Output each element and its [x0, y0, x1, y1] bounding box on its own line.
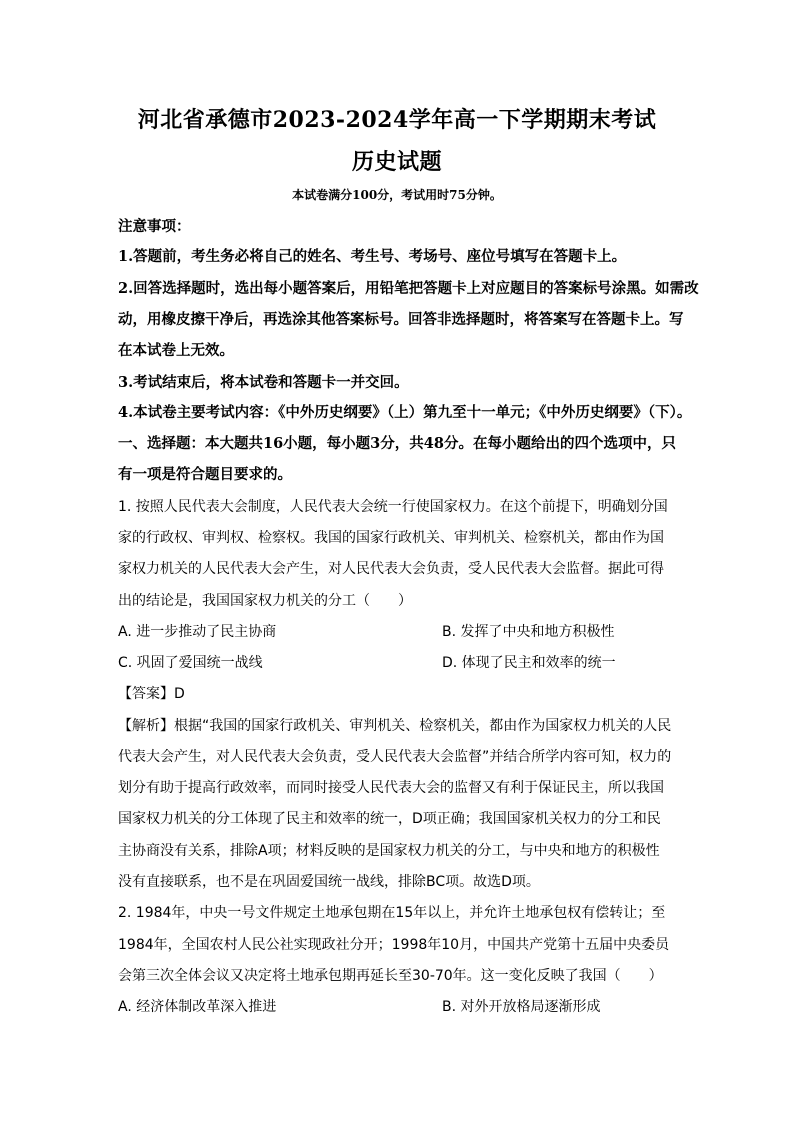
q1-option-c: C. 巩固了爱国统一战线	[118, 655, 263, 671]
exam-info: 本试卷满分100分，考试用时75分钟。	[292, 188, 502, 202]
q1-stem-line-1: 1. 按照人民代表大会制度，人民代表大会统一行使国家权力。在这个前提下，明确划分国	[118, 499, 668, 515]
q1-option-b: B. 发挥了中央和地方积极性	[442, 624, 615, 640]
q2-option-b: B. 对外开放格局逐渐形成	[442, 999, 601, 1015]
q1-option-d: D. 体现了民主和效率的统一	[442, 655, 616, 671]
q1-stem-line-4: 出的结论是，我国国家权力机关的分工（ ）	[118, 593, 412, 609]
note-item-4: 4.本试卷主要考试内容：《中外历史纲要》（上）第九至十一单元；《中外历史纲要》（下）。	[118, 404, 692, 421]
note-item-2-line-1: 2.回答选择题时，选出每小题答案后，用铅笔把答题卡上对应题目的答案标号涂黑。如需改	[118, 280, 699, 297]
note-item-3: 3.考试结束后，将本试卷和答题卡一并交回。	[118, 374, 409, 391]
note-item-2-line-2: 动，用橡皮擦干净后，再选涂其他答案标号。回答非选择题时，将答案写在答题卡上。写	[118, 311, 684, 328]
q2-stem-line-3: 会第三次全体会议又决定将土地承包期再延长至30-70年。这一变化反映了我国（ ）	[118, 968, 663, 984]
q1-answer: 【答案】D	[118, 686, 185, 702]
notes-heading: 注意事项：	[118, 218, 191, 235]
note-item-2-line-3: 在本试卷上无效。	[118, 342, 234, 359]
q1-analysis-line-4: 国家权力机关的分工体现了民主和效率的统一，D项正确；我国国家机关权力的分工和民	[118, 811, 661, 827]
section-heading-line-1: 一、选择题：本大题共16小题，每小题3分，共48分。在每小题给出的四个选项中，只	[118, 435, 676, 452]
q1-analysis-line-6: 没有直接联系，也不是在巩固爱国统一战线，排除BC项。故选D项。	[118, 874, 540, 890]
document-subject: 历史试题	[351, 149, 442, 175]
q2-stem-line-1: 2. 1984年，中央一号文件规定土地承包期在15年以上，并允许土地承包权有偿转让；至	[118, 905, 666, 921]
q1-analysis-line-2: 代表大会产生，对人民代表大会负责，受人民代表大会监督”并结合所学内容可知，权力的	[118, 749, 672, 765]
q1-stem-line-3: 家权力机关的人民代表大会产生，对人民代表大会负责，受人民代表大会监督。据此可得	[118, 561, 664, 577]
q1-option-a: A. 进一步推动了民主协商	[118, 624, 277, 640]
q1-analysis-line-1: 【解析】根据“我国的国家行政机关、审判机关、检察机关，都由作为国家权力机关的人民	[118, 718, 672, 734]
document-title: 河北省承德市2023-2024学年高一下学期期末考试	[137, 107, 657, 133]
q1-analysis-line-3: 划分有助于提高行政效率，而同时接受人民代表大会的监督又有利于保证民主，所以我国	[118, 780, 664, 796]
q1-stem-line-2: 家的行政权、审判权、检察权。我国的国家行政机关、审判机关、检察机关，都由作为国	[118, 530, 664, 546]
q1-analysis-line-5: 主协商没有关系，排除A项；材料反映的是国家权力机关的分工，与中央和地方的积极性	[118, 843, 660, 859]
section-heading-line-2: 有一项是符合题目要求的。	[118, 466, 292, 483]
note-item-1: 1.答题前，考生务必将自己的姓名、考生号、考场号、座位号填写在答题卡上。	[118, 248, 627, 265]
q2-option-a: A. 经济体制改革深入推进	[118, 999, 277, 1015]
q2-stem-line-2: 1984年，全国农村人民公社实现政社分开；1998年10月，中国共产党第十五届中央委员	[118, 937, 670, 953]
